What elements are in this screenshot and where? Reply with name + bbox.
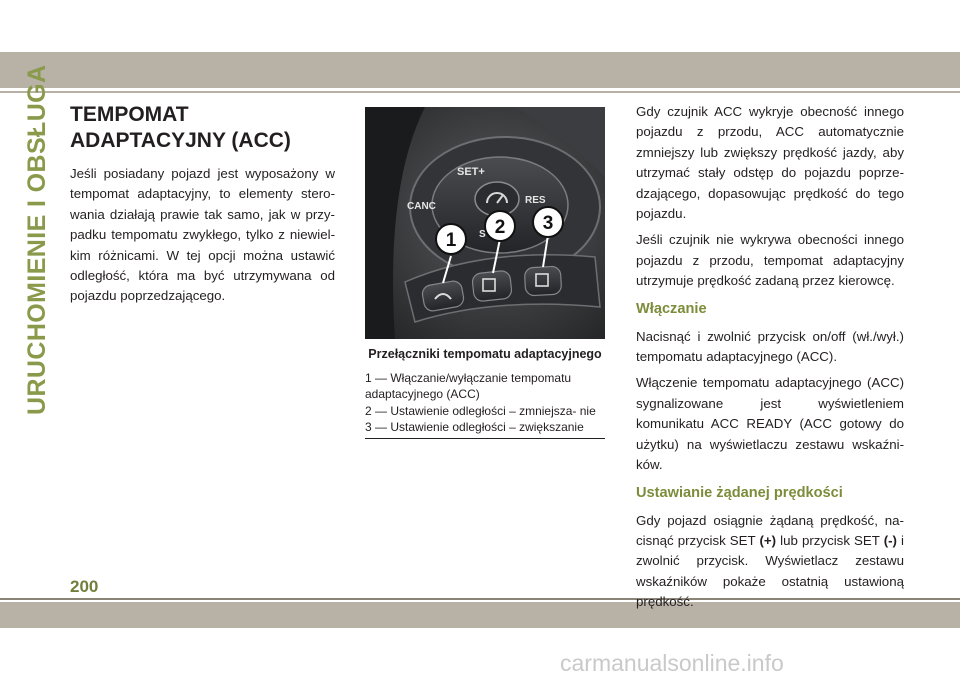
paragraph-enable-instruction: Nacisnąć i zwolnić przycisk on/off (wł./wył.) tempomatu adaptacyjnego (ACC). — [636, 328, 904, 365]
canc-label: CANC — [407, 201, 436, 212]
header-rule — [0, 91, 960, 93]
section-title: TEMPOMAT ADAPTACYJNY (ACC) — [70, 103, 291, 152]
header-band — [0, 52, 960, 88]
s-label: S — [479, 229, 486, 240]
set-plus-symbol: (+) — [759, 532, 777, 548]
set-minus-symbol: (-) — [883, 532, 897, 548]
page-number: 200 — [70, 577, 99, 596]
heading-set-speed: Ustawianie żądanej prędkości — [636, 484, 843, 501]
intro-paragraph: Jeśli posiadany pojazd jest wyposażony w tempomat adaptacyjny, to elementy stero- wania działają prawie tak samo, jak w przy- padku tempomatu zwykłego, tylko z niewiel- kim różnicami. W tej opcji można ustawić odległość, która ma być utrzymywana od pojazdu poprzedzającego. — [70, 166, 335, 304]
left-column — [70, 102, 335, 314]
set-speed-text-c: i zwolnić przycisk. Wyświetlacz zestawu wskaźników pokaże ostatnią ustawioną prędkość. — [636, 532, 904, 610]
legend-item-2: 2 — Ustawienie odległości – zmniejsza- nie — [365, 403, 596, 418]
figure-caption: Przełączniki tempomatu adaptacyjnego — [368, 347, 602, 361]
set-plus-label: SET+ — [457, 166, 485, 178]
legend-item-3: 3 — Ustawienie odległości – zwiększanie — [365, 420, 584, 435]
section-side-title: URUCHOMIENIE I OBSŁUGA — [23, 64, 51, 415]
paragraph-acc-ready: Włączenie tempomatu adaptacyjnego (ACC) sygnalizowane jest wyświetleniem komunikatu ACC READY (ACC gotowy do użytku) na wyświetlaczu zestawu wskaźni- ków. — [636, 375, 904, 473]
heading-enabling: Włączanie — [636, 300, 707, 317]
figure-legend — [365, 370, 605, 439]
steering-wheel-illustration — [365, 107, 605, 339]
figure-column — [365, 107, 605, 439]
paragraph-detection: Gdy czujnik ACC wykryje obecność innego pojazdu z przodu, ACC automatycznie zmniejszy lub zwiększy prędkość jazdy, aby utrzymać stały odstęp do pojazdu poprze- dzającego, dopasowując prędkość do tego pojazdu. — [636, 104, 904, 222]
paragraph-no-detection: Jeśli czujnik nie wykrywa obecności innego pojazdu z przodu, tempomat adaptacyjny utrzymuje prędkość zadaną przez kierowcę. — [636, 232, 904, 289]
callout-1-number: 1 — [445, 230, 457, 251]
right-column — [636, 102, 904, 619]
legend-item-1: 1 — Włączanie/wyłączanie tempomatu adaptacyjnego (ACC) — [365, 371, 572, 402]
paragraph-set-speed — [636, 511, 904, 613]
set-speed-text-a: Gdy pojazd osiągnie żądaną prędkość, na- cisnąć przycisk SET — [636, 512, 904, 548]
res-label: RES — [525, 195, 546, 206]
set-speed-text-b: lub przycisk SET — [776, 532, 884, 548]
callout-2-number: 2 — [494, 217, 506, 238]
watermark-text: carmanualsonline.info — [560, 650, 784, 676]
callout-3-number: 3 — [542, 213, 554, 234]
steering-wheel-switches-photo — [365, 107, 605, 339]
